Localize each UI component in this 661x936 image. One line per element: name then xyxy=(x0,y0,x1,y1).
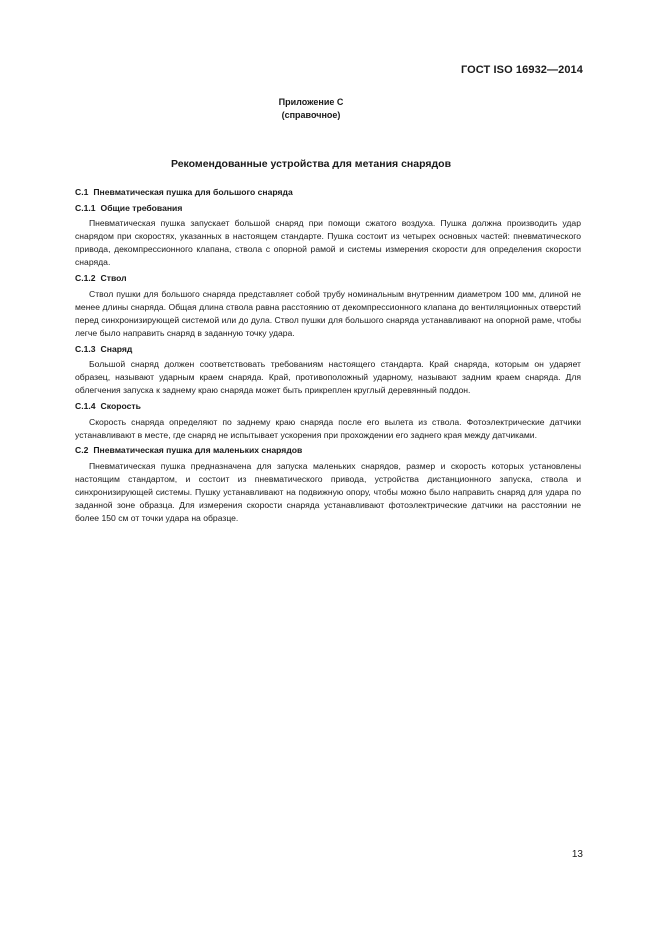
section-heading-c12 xyxy=(75,272,581,285)
paragraph-c2: Пневматическая пушка предназначена для запуска маленьких снарядов, размер и скорость которых установлены настоящим стандартом, и состоит из пневматического привода, устройства дистанционного запуска, ствола и синхронизирующей системы. Пушку устанавливают на подвижную опору, чтобы можно было направить снаряд для удара по заданной зоне образца. Для измерения скорости снаряда устанавливают фотоэлектрические датчики на расстоянии не более 150 см от точки удара на образце. xyxy=(75,460,581,524)
paragraph-c11: Пневматическая пушка запускает большой снаряд при помощи сжатого воздуха. Пушка должна производить удар снарядом при скоростях, указанных в настоящем стандарте. Пушка состоит из четырех основных частей: пневматического привода, декомпрессионного клапана, ствола с опорной рамой и системы измерения скорости для определения скорости снаряда. xyxy=(75,218,581,268)
section-number: С.2 xyxy=(75,445,89,456)
section-heading-c11 xyxy=(75,202,581,215)
section-title: Ствол xyxy=(100,273,127,284)
page-title: Рекомендованные устройства для метания снарядов xyxy=(170,158,452,170)
section-heading-c2 xyxy=(75,444,581,457)
section-number: С.1.3 xyxy=(75,343,96,354)
document-body xyxy=(75,186,581,528)
section-number: С.1.4 xyxy=(75,400,96,411)
document-header: ГОСТ ISO 16932—2014 xyxy=(460,64,583,76)
paragraph-c13: Большой снаряд должен соответствовать требованиям настоящего стандарта. Край снаряда, которым он ударяет образец, называют ударным краем снаряда. Край, противоположный ударному, называют задним краем снаряда. Для облегчения запуска к заднему краю снаряда может быть прикреплен круглый деревянный поддон. xyxy=(75,359,581,396)
annex-heading xyxy=(0,96,622,122)
page-number: 13 xyxy=(571,849,583,860)
section-title: Скорость xyxy=(100,400,141,411)
section-heading-c14 xyxy=(75,400,581,413)
annex-title: Приложение С xyxy=(278,97,344,107)
section-heading-c1 xyxy=(75,186,581,199)
section-title: Пневматическая пушка для большого снаряда xyxy=(93,187,293,197)
paragraph-c14: Скорость снаряда определяют по заднему краю снаряда после его вылета из ствола. Фотоэлектрические датчики устанавливают в месте, где снаряд не испытывает ускорения при прохождении его заднего края между датчиками. xyxy=(75,416,581,440)
section-number: С.1 xyxy=(75,187,89,197)
annex-subtitle: (справочное) xyxy=(281,110,341,120)
section-heading-c13 xyxy=(75,343,581,356)
section-title: Пневматическая пушка для маленьких снарядов xyxy=(93,445,303,456)
section-title: Снаряд xyxy=(100,343,133,354)
paragraph-c12: Ствол пушки для большого снаряда представляет собой трубу номинальным внутренним диаметром 100 мм, длиной не менее длины снаряда. Общая длина ствола равна расстоянию от декомпрессионного клапана до вентиляционных отверстий перед синхронизирующей системой или до дула. Ствол пушки для большого снаряда устанавливают на опорной раме, чтобы легче было направить снаряд в заданную точку удара. xyxy=(75,288,581,338)
section-title: Общие требования xyxy=(100,202,183,213)
section-number: С.1.2 xyxy=(75,273,96,284)
section-number: С.1.1 xyxy=(75,202,96,213)
